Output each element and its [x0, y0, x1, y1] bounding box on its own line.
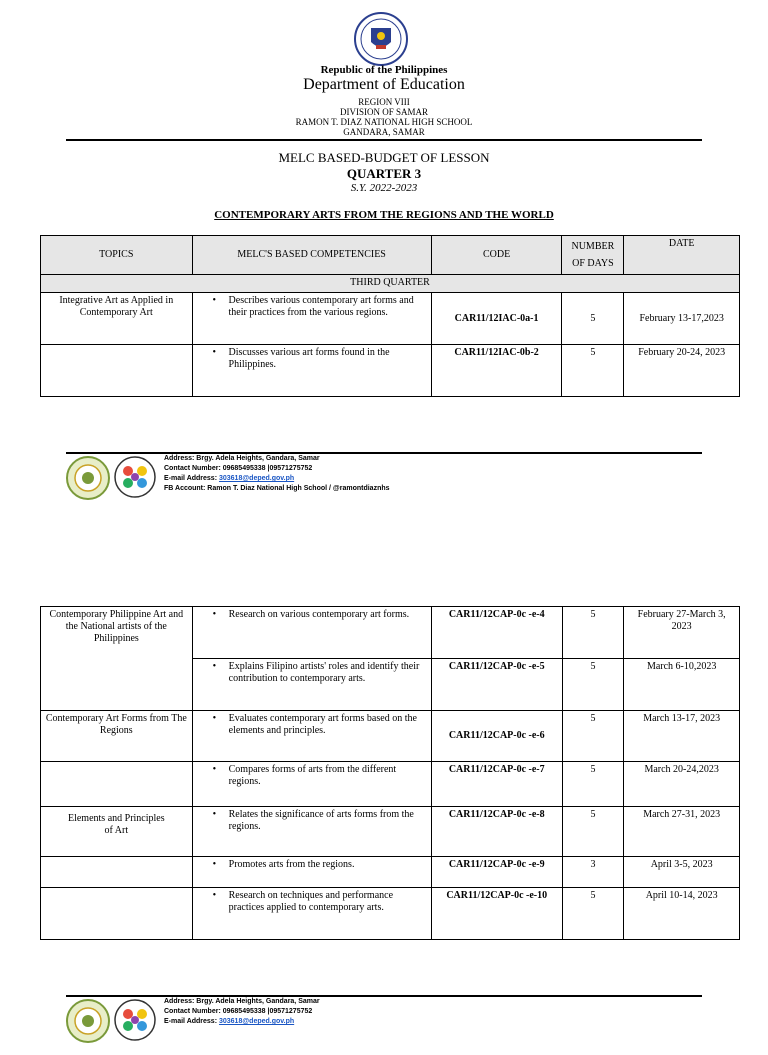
- table-row: [41, 711, 740, 762]
- code-cell: CAR11/12IAC-0a-1: [431, 293, 562, 345]
- competency-text: Compares forms of arts from the different regions.: [228, 764, 397, 787]
- competency-text: Discusses various art forms found in the Philippines.: [228, 347, 390, 370]
- page-footer: [66, 995, 702, 1055]
- header-topics: TOPICS: [41, 236, 193, 275]
- topic-cell: Contemporary Philippine Art and the National artists of the Philippines: [41, 607, 193, 711]
- bullet: •: [212, 295, 217, 306]
- topic-cell: [41, 857, 193, 888]
- bullet: •: [212, 859, 217, 870]
- code-cell: CAR11/12IAC-0b-2: [431, 345, 562, 397]
- table-row: [41, 807, 740, 857]
- code-cell: CAR11/12CAP-0c -e-5: [431, 659, 562, 711]
- date-cell: March 6-10,2023: [624, 659, 740, 711]
- date-cell: March 20-24,2023: [624, 762, 740, 807]
- competency-text: Relates the significance of arts forms from the regions.: [228, 809, 414, 832]
- competency-cell: [192, 659, 431, 711]
- header-divider: [66, 139, 702, 141]
- competency-text: Describes various contemporary art forms and their practices from the various regions.: [228, 295, 414, 318]
- competency-cell: [192, 888, 431, 940]
- days-cell: 5: [562, 888, 624, 940]
- table-row: [41, 762, 740, 807]
- header-competencies: MELC'S BASED COMPETENCIES: [192, 236, 431, 275]
- date-cell: February 20-24, 2023: [624, 345, 740, 397]
- competency-cell: [192, 607, 431, 659]
- page-footer: [66, 452, 702, 512]
- code-cell: CAR11/12CAP-0c -e-10: [431, 888, 562, 940]
- table-row: [41, 607, 740, 659]
- region-line: REGION VIII: [358, 97, 410, 107]
- header-days: NUMBER OF DAYS: [562, 236, 624, 275]
- quarter-row: [41, 275, 740, 293]
- days-cell: 5: [562, 345, 624, 397]
- footer-email-line: [164, 1017, 320, 1027]
- school-seal-logo: [66, 456, 110, 500]
- footer-contact: Contact Number: 09685495338 |09571275752: [164, 465, 313, 472]
- school-year: S.Y. 2022-2023: [350, 182, 418, 194]
- date-cell: February 27-March 3, 2023: [624, 607, 740, 659]
- footer-contact-info: [164, 997, 320, 1027]
- competency-cell: [192, 857, 431, 888]
- code-cell: CAR11/12CAP-0c -e-4: [431, 607, 562, 659]
- days-cell: 5: [562, 807, 624, 857]
- competency-text: Explains Filipino artists' roles and identify their contribution to contemporary arts.: [228, 661, 420, 684]
- header-date: DATE: [624, 236, 740, 275]
- days-cell: 5: [562, 607, 624, 659]
- days-cell: 5: [562, 711, 624, 762]
- date-cell: April 10-14, 2023: [624, 888, 740, 940]
- email-label: E-mail Address:: [164, 1018, 219, 1025]
- competency-cell: [192, 345, 431, 397]
- town-line: GANDARA, SAMAR: [343, 127, 425, 137]
- footer-contact-info: [164, 454, 390, 494]
- topic-cell: [41, 762, 193, 807]
- quarter-label: THIRD QUARTER: [41, 275, 740, 293]
- competency-cell: [192, 807, 431, 857]
- email-link[interactable]: 303618@deped.gov.ph: [218, 475, 295, 482]
- bullet: •: [212, 809, 217, 820]
- budget-table-page2: [40, 606, 740, 940]
- days-cell: 5: [562, 293, 624, 345]
- topic-cell: Elements and Principles of Art: [41, 807, 193, 857]
- footer-address: Address: Brgy. Adela Heights, Gandara, Samar: [164, 455, 320, 462]
- bullet: •: [212, 347, 217, 358]
- days-cell: 5: [562, 762, 624, 807]
- bullet: •: [212, 890, 217, 901]
- subject-title: CONTEMPORARY ARTS FROM THE REGIONS AND THE WORLD: [214, 209, 554, 221]
- division-line: DIVISION OF SAMAR: [339, 107, 428, 117]
- competency-cell: [192, 711, 431, 762]
- date-cell: March 27-31, 2023: [624, 807, 740, 857]
- bullet: •: [212, 764, 217, 775]
- competency-text: Promotes arts from the regions.: [228, 859, 355, 870]
- date-cell: February 13-17,2023: [624, 293, 740, 345]
- bullet: •: [212, 713, 217, 724]
- competency-text: Research on various contemporary art forms.: [228, 609, 410, 620]
- footer-contact: Contact Number: 09685495338 |09571275752: [164, 1008, 313, 1015]
- code-cell: CAR11/12CAP-0c -e-8: [431, 807, 562, 857]
- footer-email-line: [164, 474, 390, 484]
- table-row: [41, 345, 740, 397]
- topic-cell: [41, 888, 193, 940]
- competency-text: Research on techniques and performance practices applied to contemporary arts.: [228, 890, 394, 913]
- department-title: Department of Education: [303, 76, 465, 93]
- email-link[interactable]: 303618@deped.gov.ph: [218, 1018, 295, 1025]
- email-label: E-mail Address:: [164, 475, 219, 482]
- date-cell: March 13-17, 2023: [624, 711, 740, 762]
- date-cell: April 3-5, 2023: [624, 857, 740, 888]
- school-line: RAMON T. DIAZ NATIONAL HIGH SCHOOL: [295, 117, 473, 127]
- deped-seal-logo: [354, 12, 408, 66]
- table-row: [41, 293, 740, 345]
- days-cell: 3: [562, 857, 624, 888]
- footer-divider: [66, 995, 702, 997]
- footer-fb: FB Account: Ramon T. Diaz National High School / @ramontdiaznhs: [164, 485, 390, 492]
- competency-cell: [192, 762, 431, 807]
- quarter-title: QUARTER 3: [346, 166, 422, 181]
- table-row: [41, 888, 740, 940]
- school-seal-logo: [66, 999, 110, 1043]
- republic-label: Republic of the Philippines: [320, 64, 448, 76]
- bullet: •: [212, 609, 217, 620]
- competency-text: Evaluates contemporary art forms based on the elements and principles.: [228, 713, 417, 736]
- budget-table-page1: [40, 235, 740, 397]
- header-code: CODE: [431, 236, 562, 275]
- bullet: •: [212, 661, 217, 672]
- code-cell: CAR11/12CAP-0c -e-6: [431, 711, 562, 762]
- competency-cell: [192, 293, 431, 345]
- code-cell: CAR11/12CAP-0c -e-9: [431, 857, 562, 888]
- topic-cell: Contemporary Art Forms from The Regions: [41, 711, 193, 762]
- cultural-logo: [114, 999, 156, 1041]
- topic-cell: [41, 345, 193, 397]
- code-cell: CAR11/12CAP-0c -e-7: [431, 762, 562, 807]
- cultural-logo: [114, 456, 156, 498]
- topic-cell: Integrative Art as Applied in Contemporary Art: [41, 293, 193, 345]
- days-cell: 5: [562, 659, 624, 711]
- footer-address: Address: Brgy. Adela Heights, Gandara, Samar: [164, 998, 320, 1005]
- document-title: MELC BASED-BUDGET OF LESSON: [278, 150, 490, 165]
- table-header-row: [41, 236, 740, 275]
- table-row: [41, 857, 740, 888]
